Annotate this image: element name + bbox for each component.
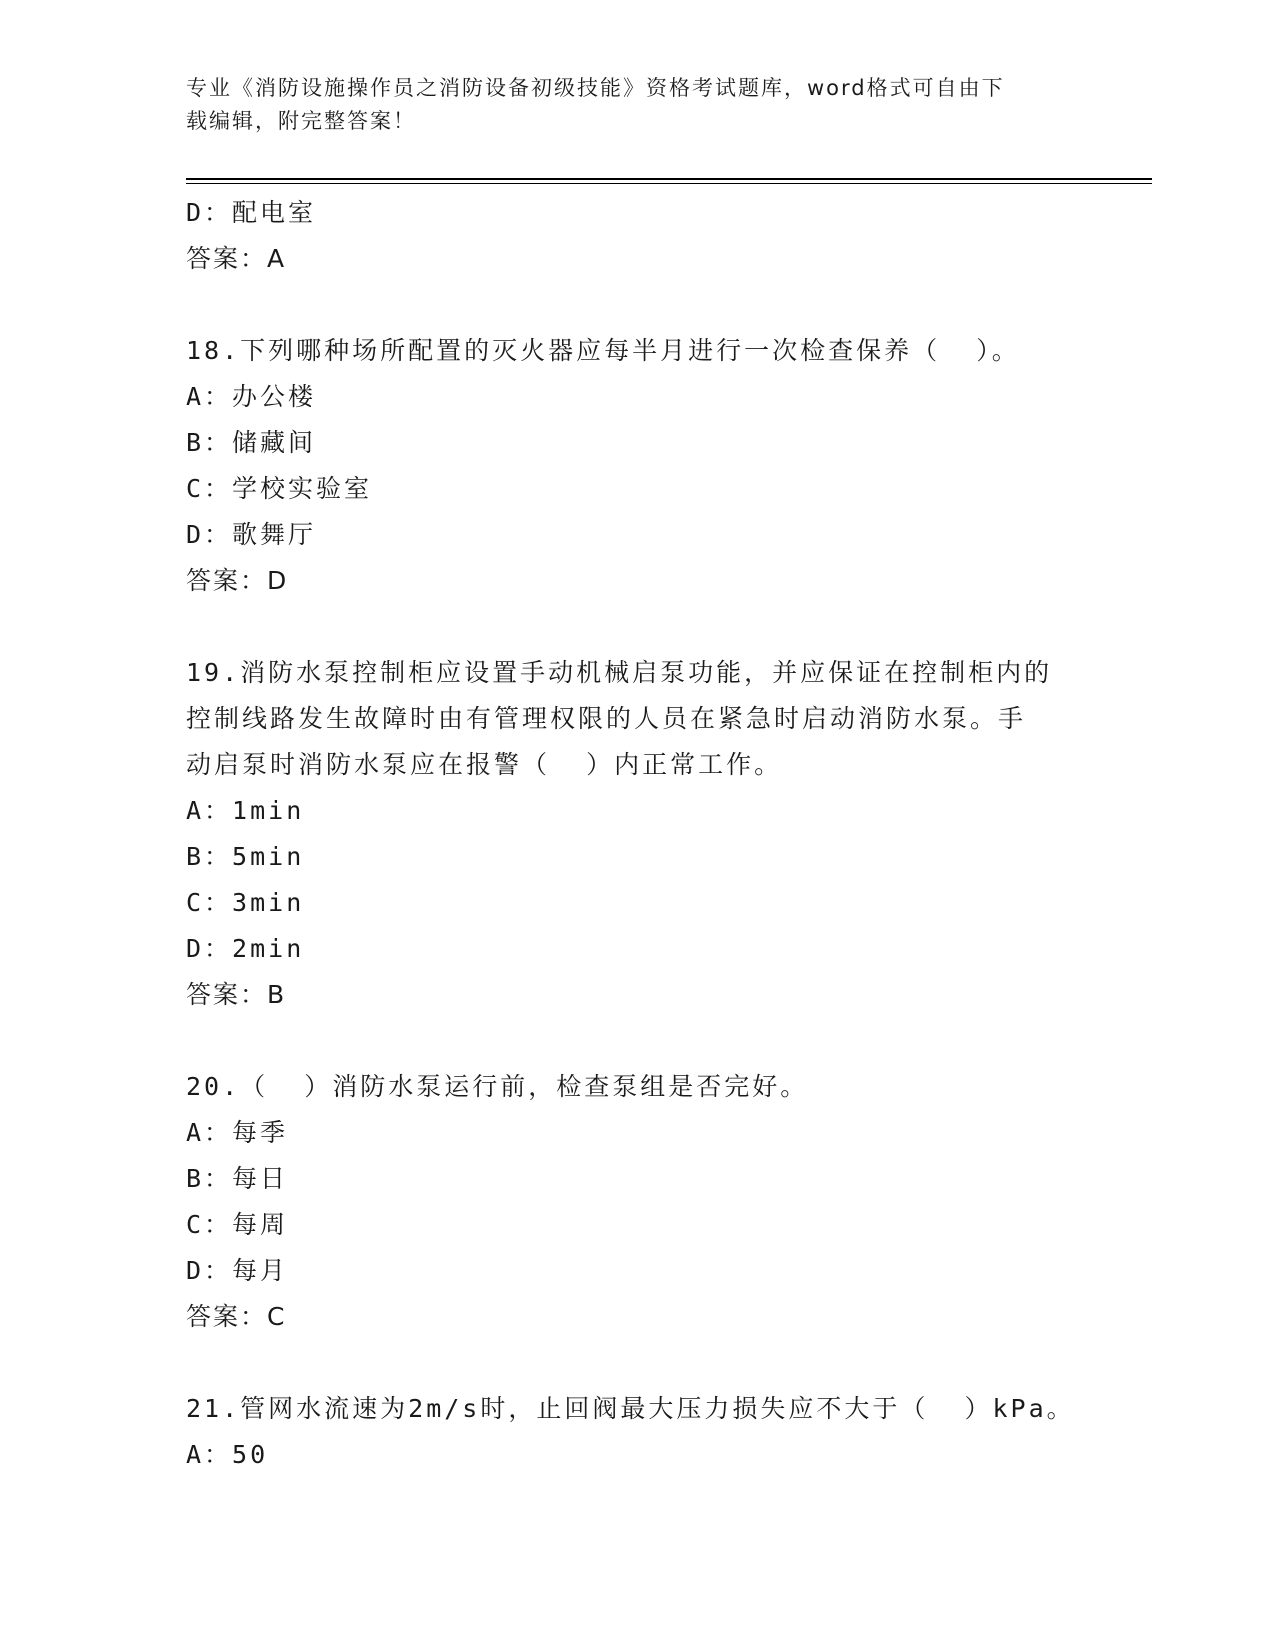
answer: 答案：D [186,566,289,595]
option-c: C：学校实验室 [186,474,373,503]
option-b: B：储藏间 [186,428,317,457]
question-20 [186,1064,1086,1340]
spacer [186,1018,1086,1064]
question-text: 18.下列哪种场所配置的灭火器应每半月进行一次检查保养（ ）。 [186,336,1020,365]
question-19 [186,650,1086,1018]
option-d: D：2min [186,934,305,963]
header-divider-thin [186,183,1152,184]
spacer [186,282,1086,328]
option-b: B：每日 [186,1164,289,1193]
prev-answer: 答案：A [186,244,287,273]
question-text-line-1: 19.消防水泵控制柜应设置手动机械启泵功能，并应保证在控制柜内的 [186,658,1053,687]
prev-option-d: D：配电室 [186,198,317,227]
option-a: A：1min [186,796,305,825]
question-text: 21.管网水流速为2m/s时，止回阀最大压力损失应不大于（ ）kPa。 [186,1394,1075,1423]
question-list [186,190,1086,1478]
question-text-line-2: 控制线路发生故障时由有管理权限的人员在紧急时启动消防水泵。手 [186,704,1027,733]
answer: 答案：C [186,1302,287,1331]
spacer [186,1340,1086,1386]
option-c: C：每周 [186,1210,289,1239]
option-d: D：每月 [186,1256,289,1285]
option-c: C：3min [186,888,305,917]
option-a: A：50 [186,1440,269,1469]
header-divider-thick [186,178,1152,180]
spacer [186,604,1086,650]
answer: 答案：B [186,980,287,1009]
option-a: A：办公楼 [186,382,317,411]
option-a: A：每季 [186,1118,289,1147]
question-text-line-3: 动启泵时消防水泵应在报警（ ）内正常工作。 [186,750,783,779]
question-18 [186,328,1086,604]
document-header [186,72,1076,138]
option-d: D：歌舞厅 [186,520,317,549]
header-line-2: 载编辑，附完整答案！ [186,109,416,133]
header-line-1: 专业《消防设施操作员之消防设备初级技能》资格考试题库，word格式可自由下 [186,76,1005,100]
question-21 [186,1386,1086,1478]
option-b: B：5min [186,842,305,871]
question-text: 20.（ ）消防水泵运行前，检查泵组是否完好。 [186,1072,809,1101]
